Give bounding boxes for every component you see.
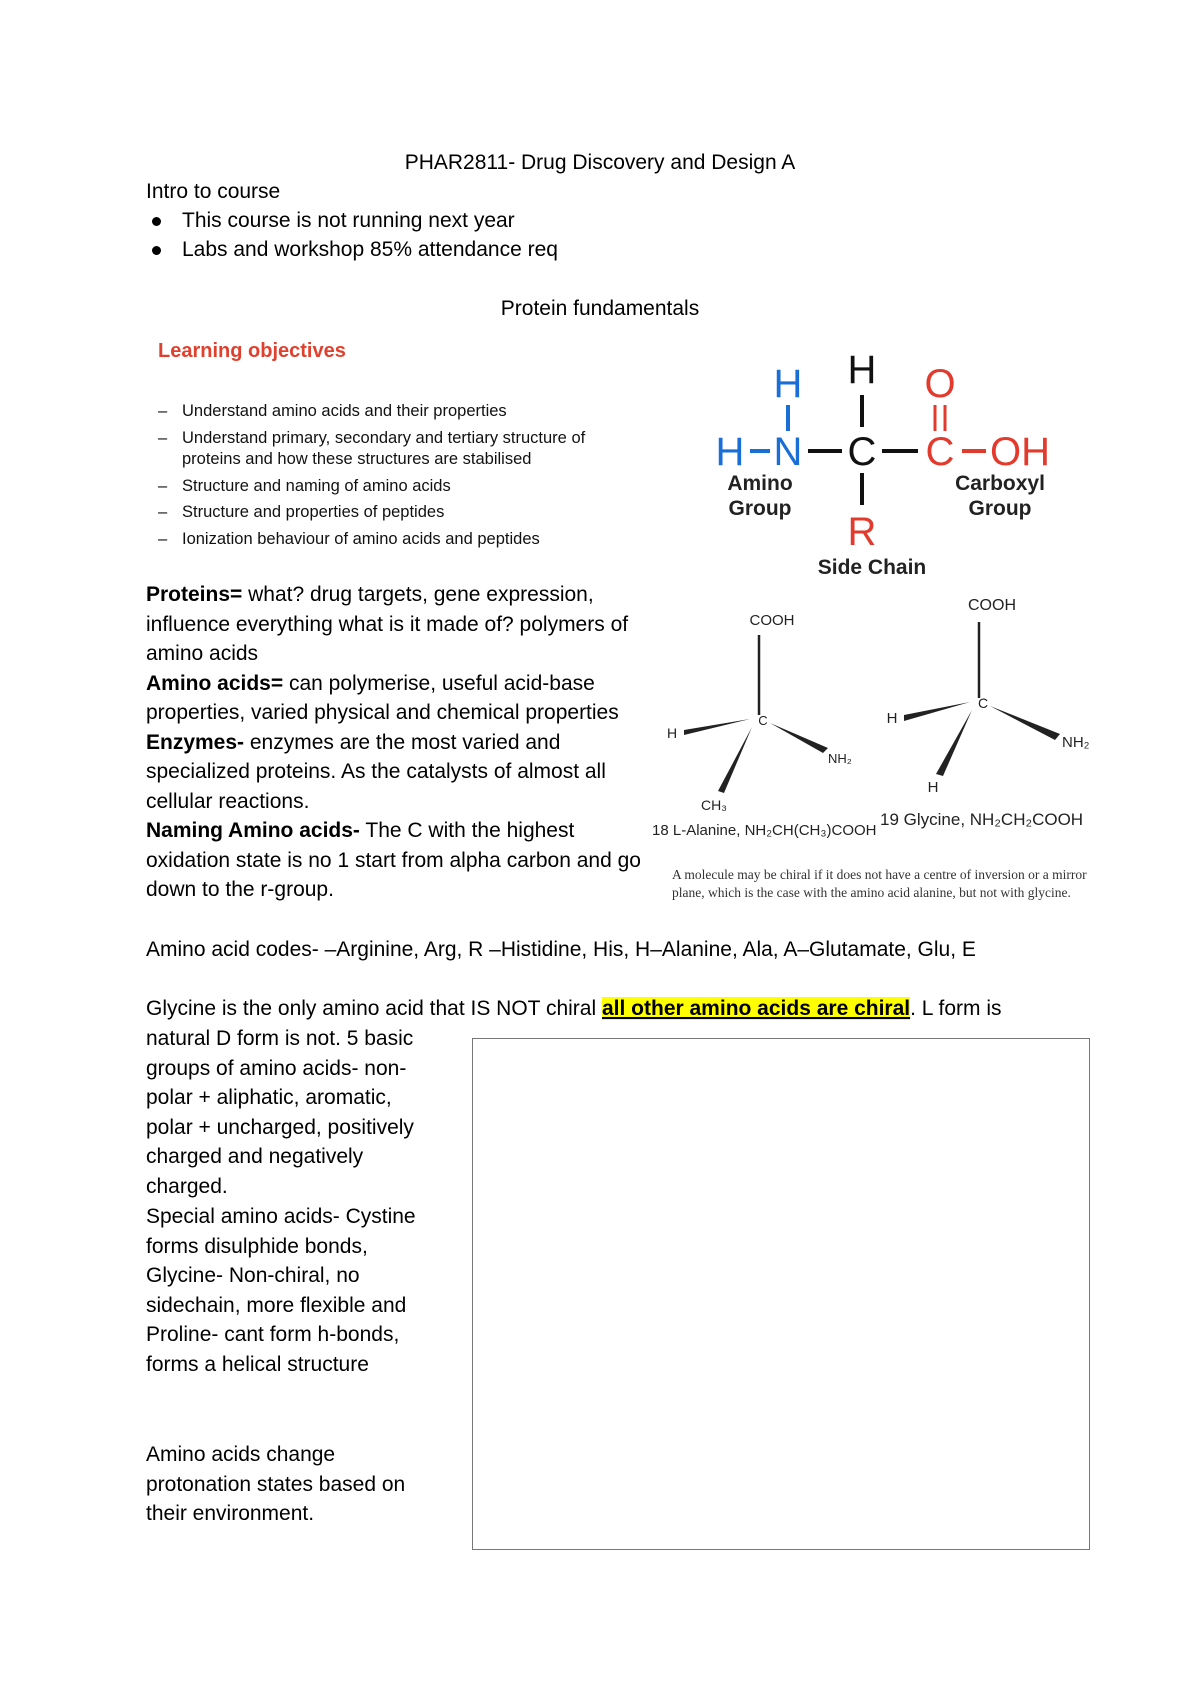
alanine-nh2: NH₂ xyxy=(828,751,852,766)
list-item: – Structure and naming of amino acids xyxy=(158,476,451,495)
amino-h-top: H xyxy=(773,362,803,406)
glycine-label: 19 Glycine, NH₂CH₂COOH xyxy=(880,810,1084,829)
term-amino-acids: Amino acids= xyxy=(146,671,284,695)
carboxyl-o: O xyxy=(924,362,956,406)
intro-bullet-list xyxy=(146,206,558,264)
wedge-bond xyxy=(936,710,972,776)
carboxyl-oh: OH xyxy=(990,430,1050,474)
term-enzymes: Enzymes- xyxy=(146,730,245,754)
glycine-c: C xyxy=(977,695,989,711)
section-title: Protein fundamentals xyxy=(500,297,700,320)
carboxyl-group-label: Group xyxy=(968,497,1032,520)
list-item: This course is not running next year xyxy=(146,206,558,235)
term-naming: Naming Amino acids- xyxy=(146,819,360,842)
amino-group-label: Group xyxy=(728,497,792,520)
amino-acid-groups-text: natural D form is not. 5 basic groups of amino acids- non-polar + aliphatic, aromatic, polar + uncharged, positively charged and negatively charged. xyxy=(146,1027,414,1198)
alpha-h-top: H xyxy=(847,348,877,392)
glycine-chirality-line: Glycine is the only amino acid that IS NOT chiral all other amino acids are chiral. L form is xyxy=(146,997,1002,1020)
amino-n: N xyxy=(773,430,803,474)
side-chain-label: Side Chain xyxy=(817,556,927,579)
learning-objectives-list xyxy=(158,401,638,555)
alanine-cooh: COOH xyxy=(749,612,795,629)
amino-acid-structure-diagram xyxy=(700,345,1120,585)
learning-objectives-title: Learning objectives xyxy=(158,340,346,362)
intro-heading: Intro to course xyxy=(146,180,281,203)
list-item: – Structure and properties of peptides xyxy=(158,503,445,521)
wedge-bond xyxy=(718,727,752,793)
alanine-ch3: CH₃ xyxy=(701,797,727,813)
bullet-icon xyxy=(152,246,161,255)
wedge-bond xyxy=(904,702,970,721)
amino-h-left: H xyxy=(715,430,745,474)
special-amino-acids-text: Special amino acids- Cystine forms disulphide bonds, Glycine- Non-chiral, no sidechain, more flexible and Proline- cant form h-bonds, forms a helical structure xyxy=(146,1205,416,1376)
body-definitions: Proteins= what? drug targets, gene expression, influence everything what is it made of? polymers of amino acids Amino acids= can polymerise, useful acid-base properties, varied physical and chemical properties Enzymes- enzymes are the most varied and specialized proteins. As the catalysts of almost all cellular reactions. Naming Amino acids- The C with the highest oxidation state is no 1 start from alpha carbon and go down to the r-group. xyxy=(146,583,641,901)
carboxyl-group-label: Carboxyl xyxy=(955,472,1045,495)
glycine-structure xyxy=(880,590,1115,840)
amino-acid-codes: Amino acid codes- –Arginine, Arg, R –Histidine, His, H–Alanine, Ala, A–Glutamate, Glu, E xyxy=(146,938,976,961)
protonation-text: Amino acids change protonation states based on their environment. xyxy=(146,1443,406,1525)
wedge-bond xyxy=(684,719,750,735)
alpha-carbon: C xyxy=(847,430,877,474)
alanine-c: C xyxy=(758,713,768,728)
wedge-bond xyxy=(990,706,1060,740)
list-item: – Understand primary, secondary and tertiary structure of proteins and how these structures are stabilised xyxy=(158,428,586,468)
side-chain-r: R xyxy=(847,510,877,554)
bullet-icon xyxy=(152,217,161,226)
term-proteins: Proteins= xyxy=(146,583,243,606)
carboxyl-c: C xyxy=(925,430,955,474)
alanine-structure xyxy=(650,605,880,840)
chirality-caption: A molecule may be chiral if it does not have a centre of inversion or a mirror plane, which is the case with the amino acid alanine, but not with glycine. xyxy=(672,867,1087,900)
highlight-text: all other amino acids are chiral xyxy=(601,997,911,1020)
wedge-bond xyxy=(770,723,828,753)
empty-image-frame xyxy=(472,1038,1090,1550)
page-title: PHAR2811- Drug Discovery and Design A xyxy=(404,151,796,174)
glycine-h-left: H xyxy=(886,710,898,727)
glycine-h-bottom: H xyxy=(927,779,939,796)
alanine-h: H xyxy=(666,725,678,741)
list-item: Labs and workshop 85% attendance req xyxy=(146,235,558,264)
glycine-nh2: NH₂ xyxy=(1062,734,1090,751)
list-item: – Ionization behaviour of amino acids and peptides xyxy=(158,529,540,548)
amino-group-label: Amino xyxy=(727,472,793,495)
glycine-cooh: COOH xyxy=(968,597,1016,614)
alanine-label: 18 L-Alanine, NH₂CH(CH₃)COOH xyxy=(652,822,877,839)
list-item: – Understand amino acids and their properties xyxy=(158,402,507,420)
